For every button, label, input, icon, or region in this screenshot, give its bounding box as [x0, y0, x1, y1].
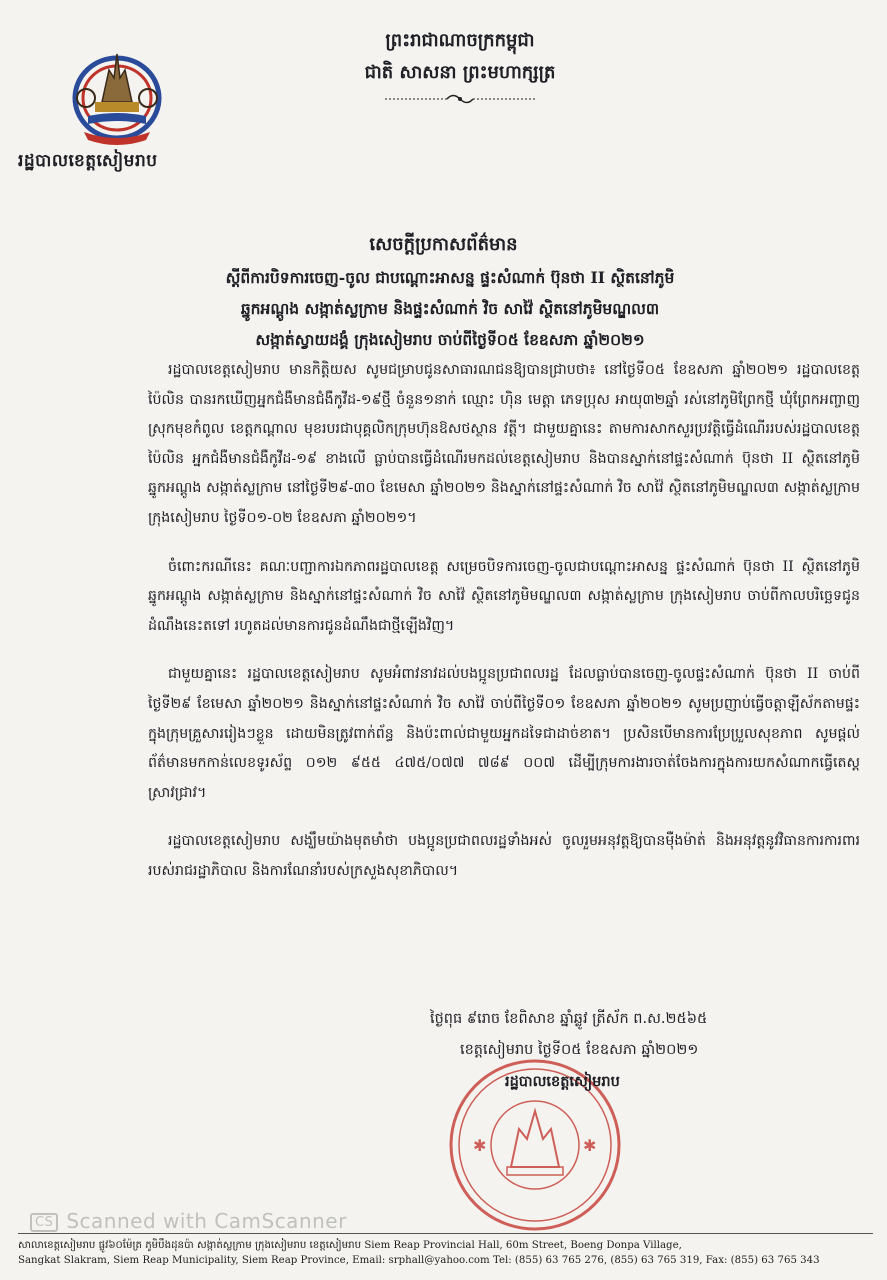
provincial-emblem-icon	[62, 40, 172, 150]
address-footer	[18, 1233, 873, 1268]
subject-line: ឆ្នូកអណ្តូង សង្កាត់ស្លក្រាម និងផ្ទះសំណាក់ វិច សាវ៉ៃ ស្ថិតនៅភូមិមណ្ឌល៣	[240, 299, 660, 318]
body-paragraph: ចំពោះករណីនេះ គណៈបញ្ជាការឯកភាពរដ្ឋបាលខេត្ត សម្រេចបិទការចេញ-ចូលជាបណ្តោះអាសន្ន ផ្ទះសំណាក់ ប៊ុនថា II ស្ថិតនៅភូមិឆ្នូកអណ្តូង សង្កាត់ស្លក្រាម និងស្នាក់នៅផ្ទះសំណាក់ វិច សាវ៉ៃ ស្ថិតនៅភូមិមណ្ឌល៣ សង្កាត់ស្លក្រាម ក្រុងសៀមរាប ចាប់ពីកាលបរិច្ឆេទជូនដំណឹងនេះតទៅ រហូតដល់មានការជូនដំណឹងជាថ្មីឡើងវិញ។	[148, 558, 860, 634]
watermark-text: Scanned with CamScanner	[66, 1209, 347, 1233]
solar-date: ខេត្តសៀមរាប ថ្ងៃទី០៥ ខែឧសភា ឆ្នាំ២០២១	[460, 1042, 699, 1058]
footer-address-english: Siem Reap Provincial Hall, 60m Street, Boeng Donpa Village,	[364, 1240, 682, 1251]
body-paragraph: រដ្ឋបាលខេត្តសៀមរាប មានកិត្តិយស សូមជម្រាបជូនសាធារណជនឱ្យបានជ្រាបថា៖ នៅថ្ងៃទី០៥ ខែឧសភា ឆ្នាំ២០២១ រដ្ឋបាលខេត្តប៉ៃលិន បានរកឃើញអ្នកជំងឺមានជំងឺកូវីដ-១៩ថ្មី ចំនួន១នាក់ ឈ្មោះ ហ៊ិន មេត្តា ភេទប្រុស អាយុ៣២ឆ្នាំ រស់នៅភូមិព្រែកថ្មី ឃុំព្រែកអញ្ចាញ ស្រុកមុខកំពូល ខេត្តកណ្តាល មុខរបរជាបុគ្គលិកក្រុមហ៊ុនឱសថស្ថាន វត្តី។ ជាមួយគ្នានេះ តាមការសាកសួរប្រវត្តិធ្វើដំណើររបស់រដ្ឋបាលខេត្តប៉ៃលិន អ្នកជំងឺមានជំងឺកូវីដ-១៩ ខាងលើ ធ្លាប់បានធ្វើដំណើរមកដល់ខេត្តសៀមរាប និងបានស្នាក់នៅផ្ទះសំណាក់ ប៊ុនថា II ស្ថិតនៅភូមិឆ្នូកអណ្តូង សង្កាត់ស្លក្រាម នៅថ្ងៃទី២៩-៣០ ខែមេសា ឆ្នាំ២០២១ និងស្នាក់នៅផ្ទះសំណាក់ វិច សាវ៉ៃ ស្ថិតនៅភូមិមណ្ឌល៣ សង្កាត់ស្លក្រាម ក្រុងសៀមរាប ថ្ងៃទី០១-០២ ខែឧសភា ឆ្នាំ២០២១។	[148, 362, 860, 526]
signature-block	[420, 1004, 860, 1097]
subject-line: សង្កាត់ស្វាយដង្គំ ក្រុងសៀមរាប ចាប់ពីថ្ងៃទី០៥ ខែឧសភា ឆ្នាំ២០២១	[255, 330, 645, 349]
document-subject	[100, 262, 800, 355]
issuer-name: រដ្ឋបាលខេត្តសៀមរាប	[18, 151, 158, 171]
lunar-date: ថ្ងៃពុធ ៩រោច ខែពិសាខ ឆ្នាំឆ្លូវ ត្រីស័ក ព.ស.២៥៦៥	[430, 1011, 708, 1027]
document-title: សេចក្តីប្រកាសព័ត៌មាន	[369, 234, 518, 255]
footer-line-2: Sangkat Slakram, Siem Reap Municipality, Siem Reap Province, Email: srphall@yahoo.com Tel: (855) 63 765 276, (855) 63 765 319, Fax: (855) 63 765 343	[18, 1255, 820, 1266]
document-body	[148, 356, 860, 906]
body-paragraph: រដ្ឋបាលខេត្តសៀមរាប សង្ឃឹមយ៉ាងមុតមាំថា បងប្អូនប្រជាពលរដ្ឋទាំងអស់ ចូលរួមអនុវត្តឱ្យបានម៉ឺងម៉ាត់ និងអនុវត្តនូវវិធានការការពាររបស់រាជរដ្ឋាភិបាល និងការណែនាំរបស់ក្រសួងសុខាភិបាល។	[148, 833, 860, 879]
body-paragraph: ជាមួយគ្នានេះ រដ្ឋបាលខេត្តសៀមរាប សូមអំពាវនាវដល់បងប្អូនប្រជាពលរដ្ឋ ដែលធ្លាប់បានចេញ-ចូលផ្ទះសំណាក់ ប៊ុនថា II ចាប់ពីថ្ងៃទី២៩ ខែមេសា ឆ្នាំ២០២១ និងស្នាក់នៅផ្ទះសំណាក់ វិច សាវ៉ៃ ចាប់ពីថ្ងៃទី០១ ខែឧសភា ឆ្នាំ២០២១ សូមប្រញាប់ធ្វើចត្តាឡីស័កតាមផ្ទះក្នុងក្រុមគ្រួសាររៀងៗខ្លួន ដោយមិនត្រូវពាក់ព័ន្ធ និងប៉ះពាល់ជាមួយអ្នកដទៃជាដាច់ខាត។ ប្រសិនបើមានការប្រែប្រួលសុខភាព សូមផ្តល់ព័ត៌មានមកកាន់លេខទូរស័ព្ទ ០១២ ៩៥៥ ៤៧៥/០៧៧ ៧៨៩ ០០៧ ដើម្បីក្រុមការងារចាត់ចែងការក្នុងការយកសំណាកធ្វើតេស្តស្រាវជ្រាវ។	[148, 666, 860, 801]
svg-text:✱: ✱	[473, 1136, 487, 1155]
signatory-name: រដ្ឋបាលខេត្តសៀមរាប	[505, 1073, 620, 1090]
scanner-watermark	[30, 1209, 347, 1233]
footer-address-khmer: សាលាខេត្តសៀមរាប ផ្លូវ៦០ម៉ែត្រ ភូមិបឹងដុនប៉ា សង្កាត់ស្លក្រាម ក្រុងសៀមរាប ខេត្តសៀមរាប	[18, 1240, 362, 1251]
footer-line-1	[18, 1238, 873, 1253]
national-motto: ជាតិ សាសនា ព្រះមហាក្សត្រ	[364, 62, 556, 83]
subject-line: ស្តីពីការបិទការចេញ-ចូល ជាបណ្តោះអាសន្ន ផ្ទះសំណាក់ ប៊ុនថា II ស្ថិតនៅភូមិ	[225, 268, 675, 287]
camscanner-icon: CS	[30, 1213, 58, 1232]
svg-text:✱: ✱	[583, 1136, 597, 1155]
kingdom-heading: ព្រះរាជាណាចក្រកម្ពុជា	[385, 30, 535, 51]
ornament-divider-icon	[385, 92, 535, 106]
